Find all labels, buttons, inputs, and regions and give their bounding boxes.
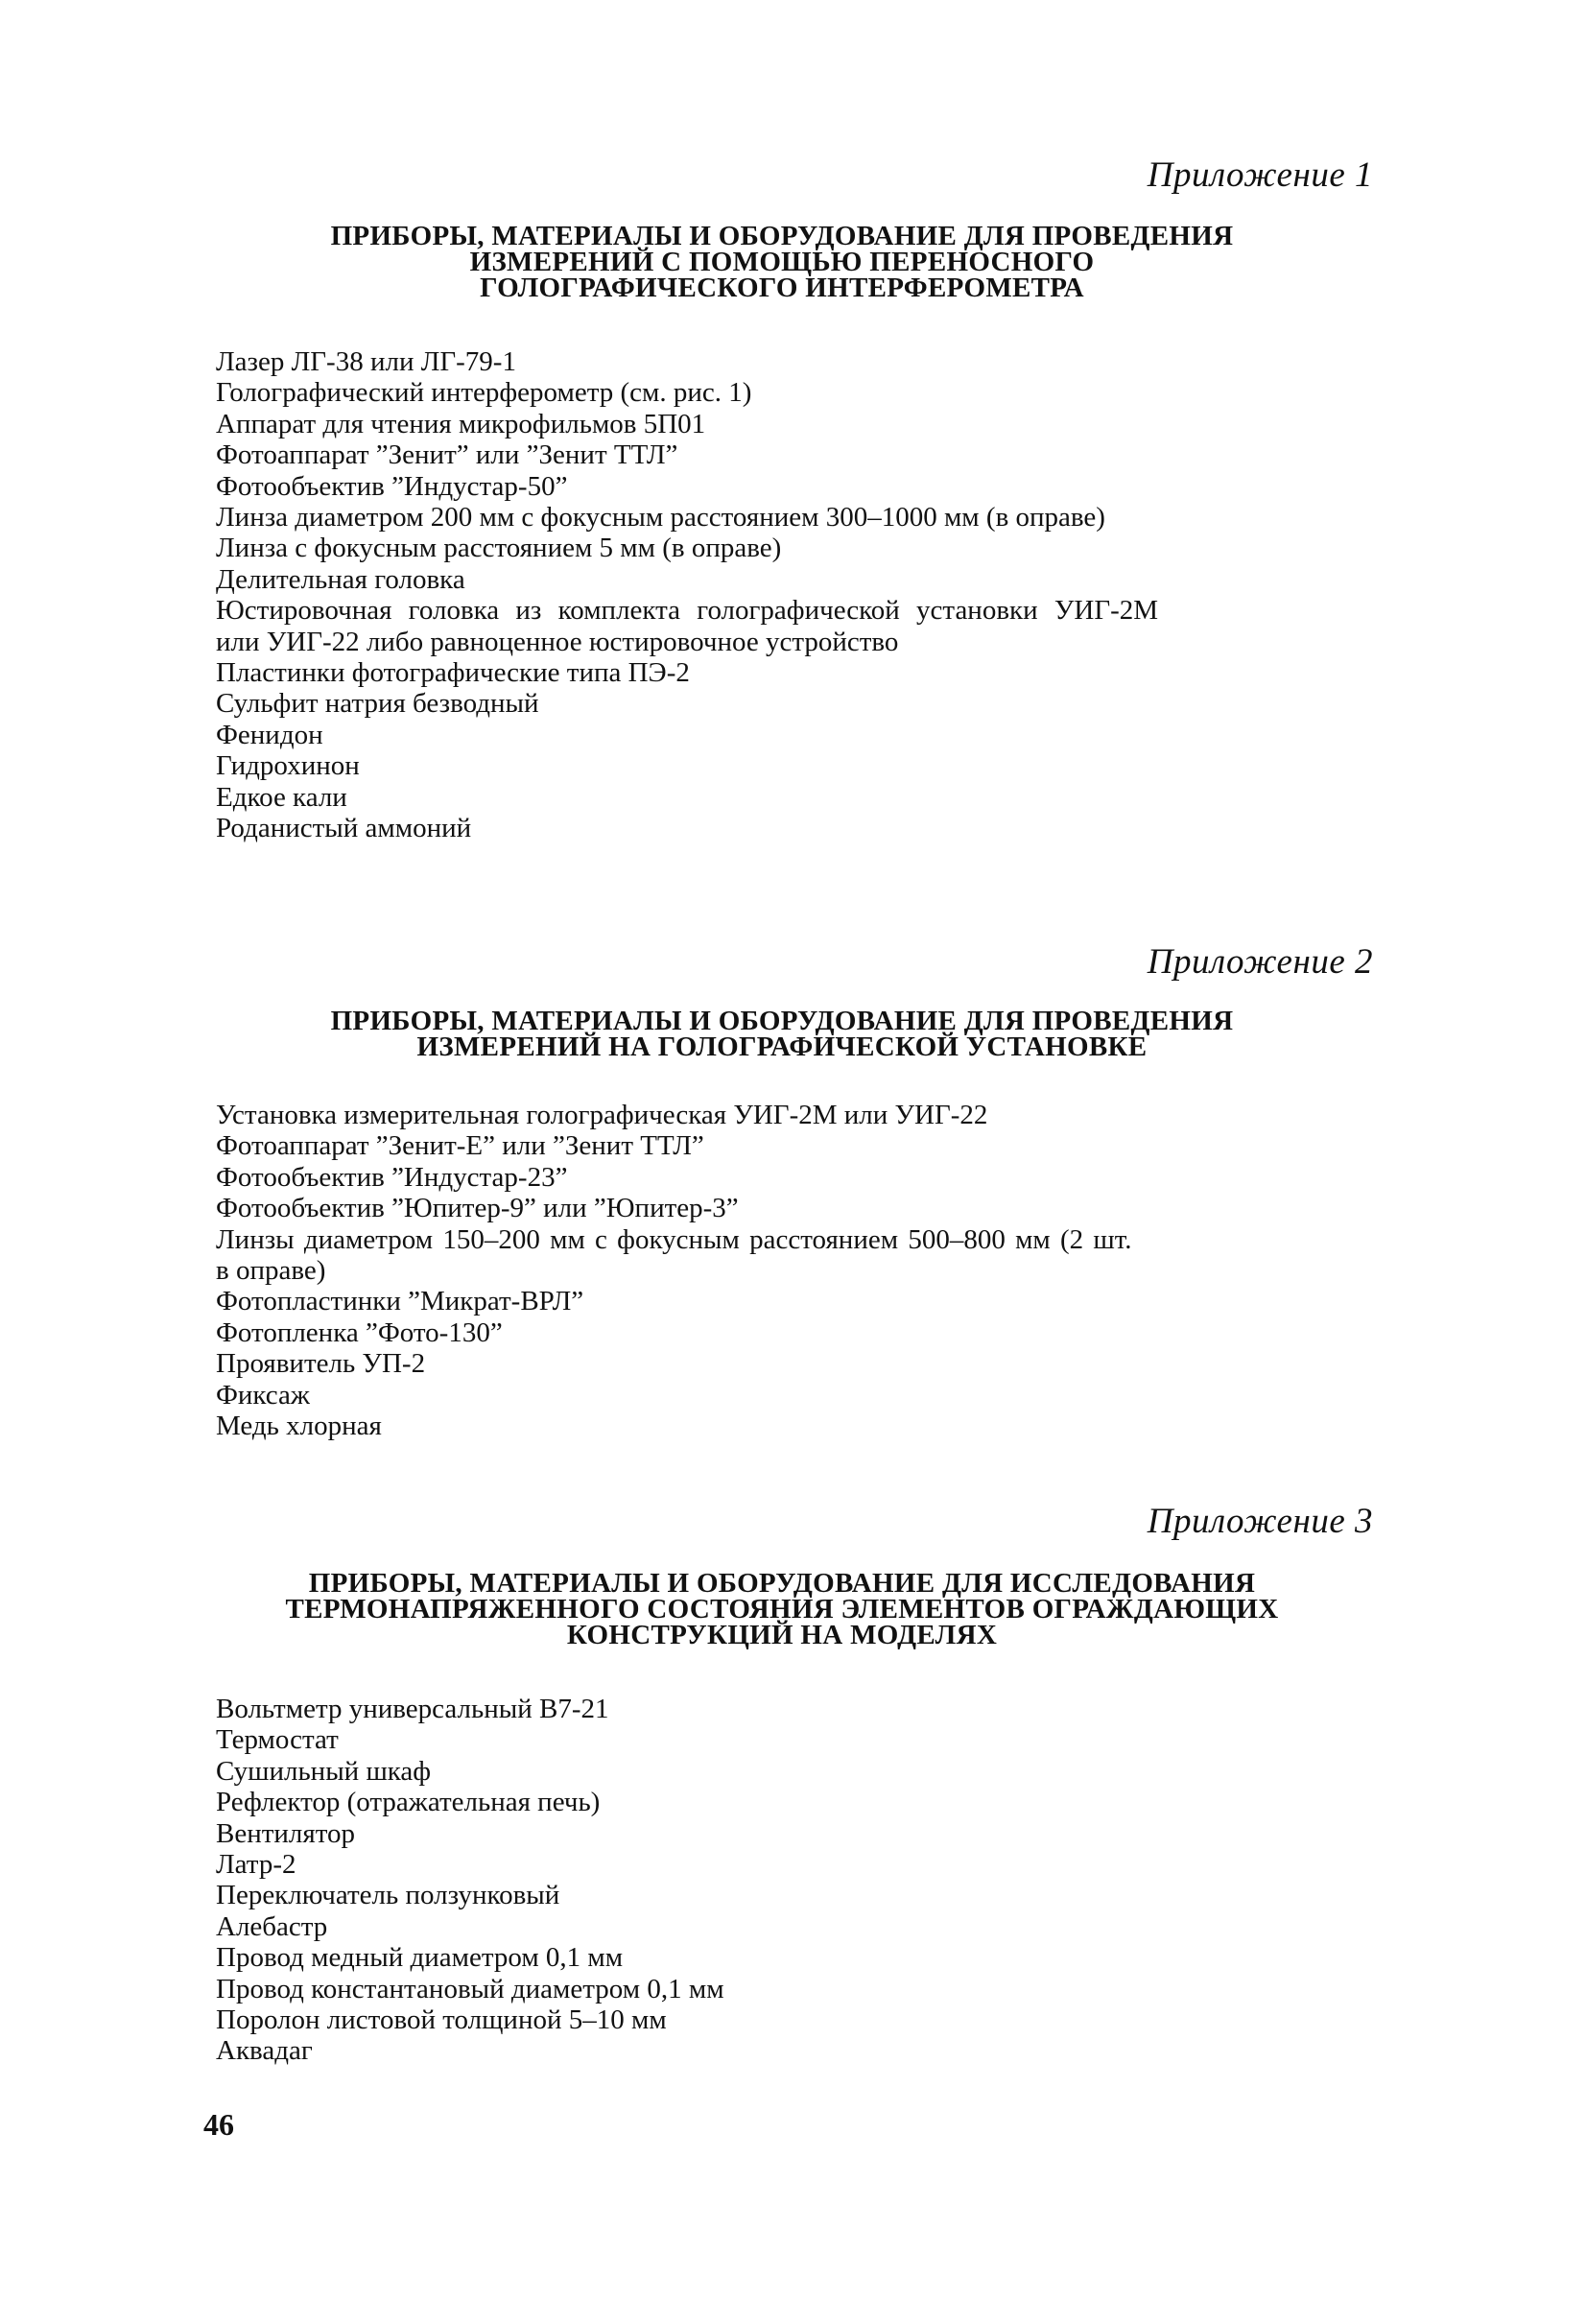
list-item: Гидрохинон [216, 750, 360, 782]
title-line: ПРИБОРЫ, МАТЕРИАЛЫ И ОБОРУДОВАНИЕ ДЛЯ ИССЛЕДОВАНИЯ [308, 1568, 1256, 1599]
title-line: КОНСТРУКЦИЙ НА МОДЕЛЯХ [566, 1620, 998, 1650]
title-line: ИЗМЕРЕНИЙ С ПОМОЩЬЮ ПЕРЕНОСНОГО [469, 247, 1095, 277]
list-item: Аппарат для чтения микрофильмов 5П01 [216, 408, 706, 439]
list-item: Термостат [216, 1724, 339, 1756]
title-line: ГОЛОГРАФИЧЕСКОГО ИНТЕРФЕРОМЕТРА [480, 273, 1084, 303]
list-item: Вольтметр универсальный В7-21 [216, 1694, 609, 1724]
list-item: Провод константановый диаметром 0,1 мм [216, 1973, 724, 2004]
list-item: Медь хлорная [216, 1411, 382, 1442]
appendix-3-label: Приложение 3 [1147, 1502, 1373, 1541]
appendix-2-items [216, 1100, 1396, 1441]
list-item: Алебастр [216, 1910, 328, 1942]
list-item: Рефлектор (отражательная печь) [216, 1787, 601, 1818]
list-item: Фотопленка ”Фото-130” [216, 1316, 503, 1348]
list-item: Переключатель ползунковый [216, 1880, 560, 1911]
title-line: ТЕРМОНАПРЯЖЕННОГО СОСТОЯНИЯ ЭЛЕМЕНТОВ ОГРАЖДАЮЩИХ [285, 1594, 1279, 1624]
appendix-1-title [249, 221, 1314, 303]
title-line: ИЗМЕРЕНИЙ НА ГОЛОГРАФИЧЕСКОЙ УСТАНОВКЕ [416, 1032, 1148, 1062]
list-item: или УИГ-22 либо равноценное юстировочное устройство [216, 626, 899, 657]
list-item: Едкое кали [216, 781, 347, 813]
list-item: Лазер ЛГ-38 или ЛГ-79-1 [216, 346, 516, 377]
list-item: Аквадаг [216, 2035, 313, 2067]
list-item: Вентилятор [216, 1817, 356, 1849]
list-item: в оправе) [216, 1255, 326, 1287]
list-item: Линзы диаметром 150–200 мм с фокусным расстоянием 500–800 мм (2 шт. [216, 1223, 1132, 1255]
list-item: Фотообъектив ”Юпитер-9” или ”Юпитер-3” [216, 1193, 739, 1224]
list-item: Фиксаж [216, 1379, 310, 1411]
list-item: Делительная головка [216, 563, 465, 595]
page-number: 46 [203, 2107, 234, 2142]
appendix-1-items [216, 346, 1396, 844]
list-item: Установка измерительная голографическая УИГ-2М или УИГ-22 [216, 1100, 988, 1130]
list-item: Линза диаметром 200 мм с фокусным расстоянием 300–1000 мм (в оправе) [216, 502, 1105, 534]
list-item: Голографический интерферометр (см. рис. 1) [216, 377, 752, 409]
appendix-2-title [249, 1008, 1314, 1060]
appendix-3-items [216, 1694, 1396, 2067]
appendix-1-label: Приложение 1 [1147, 155, 1373, 195]
title-line: ПРИБОРЫ, МАТЕРИАЛЫ И ОБОРУДОВАНИЕ ДЛЯ ПРОВЕДЕНИЯ [330, 221, 1234, 251]
appendix-2-label: Приложение 2 [1147, 942, 1373, 982]
list-item: Проявитель УП-2 [216, 1348, 426, 1380]
list-item: Фотообъектив ”Индустар-50” [216, 470, 568, 502]
list-item: Поролон листовой толщиной 5–10 мм [216, 2004, 667, 2036]
list-item: Роданистый аммоний [216, 813, 472, 844]
appendix-3-title [249, 1568, 1314, 1650]
list-item: Линза с фокусным расстоянием 5 мм (в оправе) [216, 533, 782, 564]
list-item: Фотоаппарат ”Зенит-Е” или ”Зенит ТТЛ” [216, 1130, 704, 1162]
list-item: Фенидон [216, 719, 323, 750]
list-item: Сульфит натрия безводный [216, 688, 539, 720]
list-item: Латр-2 [216, 1849, 296, 1881]
list-item: Провод медный диаметром 0,1 мм [216, 1942, 624, 1974]
title-line: ПРИБОРЫ, МАТЕРИАЛЫ И ОБОРУДОВАНИЕ ДЛЯ ПРОВЕДЕНИЯ [330, 1006, 1234, 1036]
list-item: Фотоаппарат ”Зенит” или ”Зенит ТТЛ” [216, 439, 678, 471]
list-item: Пластинки фотографические типа ПЭ-2 [216, 657, 690, 689]
list-item: Сушильный шкаф [216, 1755, 432, 1787]
list-item: Юстировочная головка из комплекта голографической установки УИГ-2М [216, 595, 1159, 627]
list-item: Фотопластинки ”Микрат-ВРЛ” [216, 1286, 584, 1317]
list-item: Фотообъектив ”Индустар-23” [216, 1161, 568, 1193]
